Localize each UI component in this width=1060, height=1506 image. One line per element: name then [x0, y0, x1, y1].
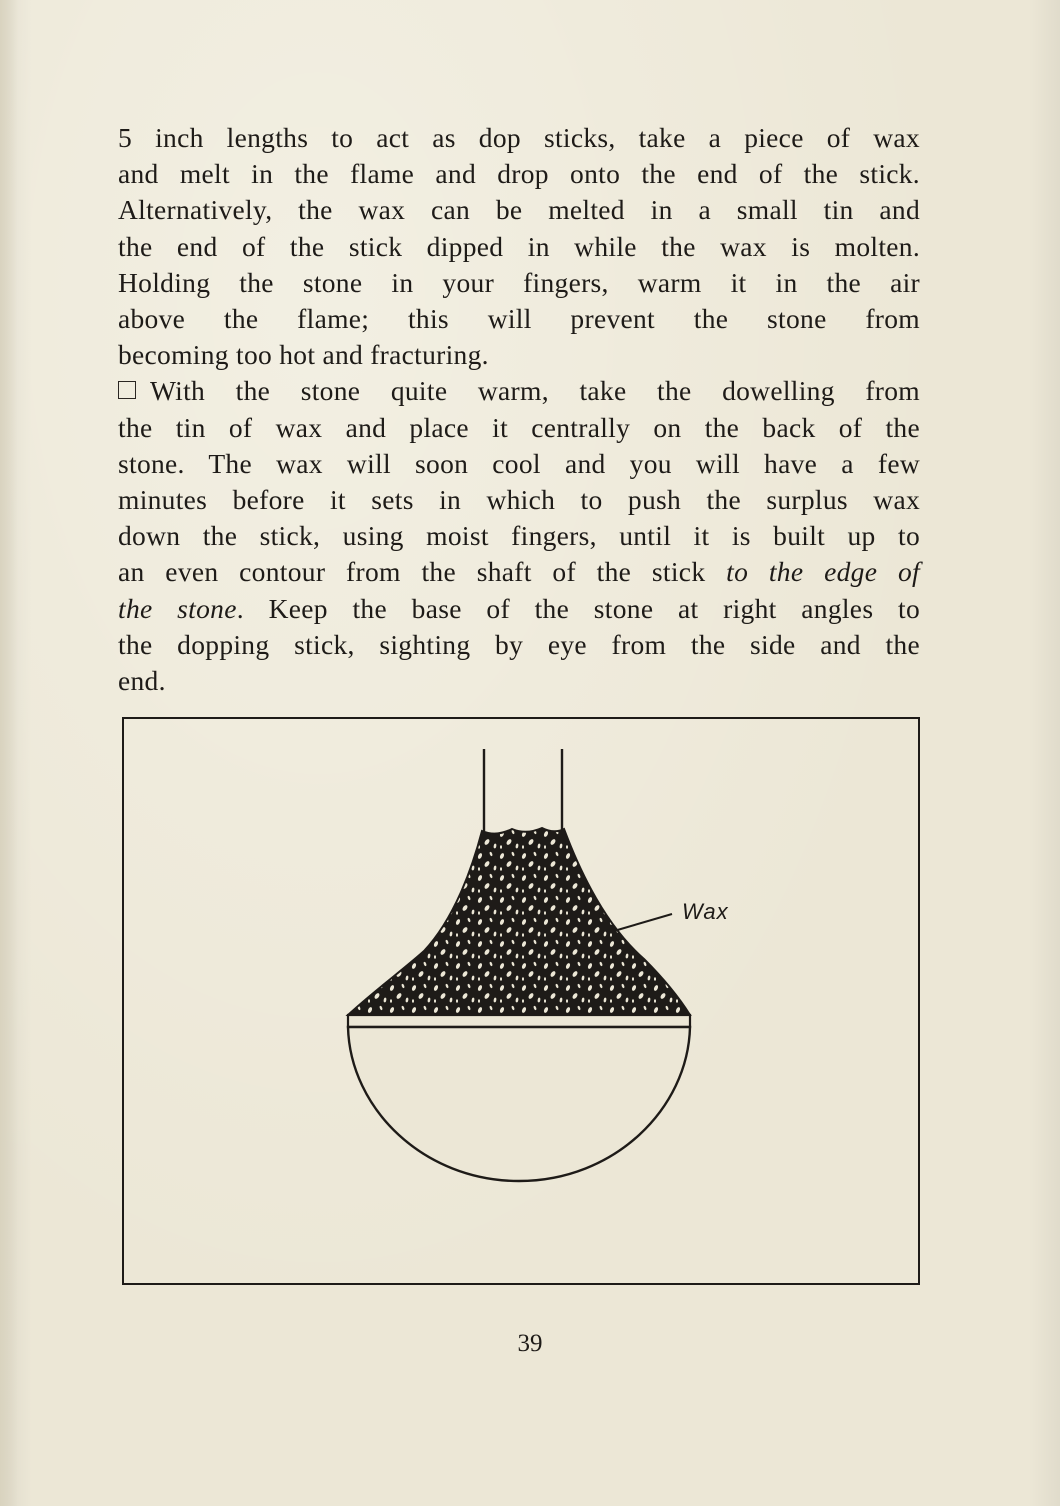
text-line: Alternatively, the wax can be melted in a small tin and [118, 194, 920, 226]
text-line: end. [118, 665, 166, 697]
text-line [118, 591, 920, 627]
text-line: the end of the stick dipped in while the wax is molten. [118, 230, 920, 262]
italic-text: the stone [118, 592, 237, 624]
text-line: stone. The wax will soon cool and you will have a few [118, 447, 920, 479]
wax-label: Wax [682, 899, 729, 924]
stone-body [348, 1027, 690, 1181]
text-line: the dopping stick, sighting by eye from the side and the [118, 628, 920, 660]
text-line: minutes before it sets in which to push the surplus wax [118, 484, 920, 516]
text-line-part: . Keep the base of the stone at right angles to [236, 592, 920, 624]
wax-mound [348, 828, 690, 1015]
text-line: becoming too hot and fracturing. [118, 339, 489, 371]
page-edge-shadow [0, 0, 18, 1506]
dop-stick-illustration [122, 717, 920, 1285]
text-line: above the flame; this will prevent the stone from [118, 303, 920, 335]
text-line [118, 554, 920, 590]
bullet-box-icon [118, 381, 136, 399]
text-line: down the stick, using moist fingers, until it is built up to [118, 520, 920, 552]
italic-text: to the edge of [726, 556, 920, 588]
wax-label-leader [614, 914, 672, 931]
stone-table [348, 1015, 690, 1027]
body-text [118, 120, 920, 699]
paragraph-1 [118, 120, 920, 373]
paragraph-2 [118, 373, 920, 699]
text-line: 5 inch lengths to act as dop sticks, take a piece of wax [118, 122, 920, 153]
page-number: 39 [517, 1330, 543, 1357]
text-line: Holding the stone in your fingers, warm it in the air [118, 266, 920, 298]
text-line-part: With the stone quite warm, take the dowelling from [150, 375, 920, 407]
text-line-part: an even contour from the shaft of the stick [118, 556, 727, 588]
text-line: and melt in the flame and drop onto the end of the stick. [118, 158, 920, 190]
text-line [118, 373, 920, 409]
text-line: the tin of wax and place it centrally on the back of the [118, 411, 920, 443]
illustration-drawing [124, 719, 922, 1287]
